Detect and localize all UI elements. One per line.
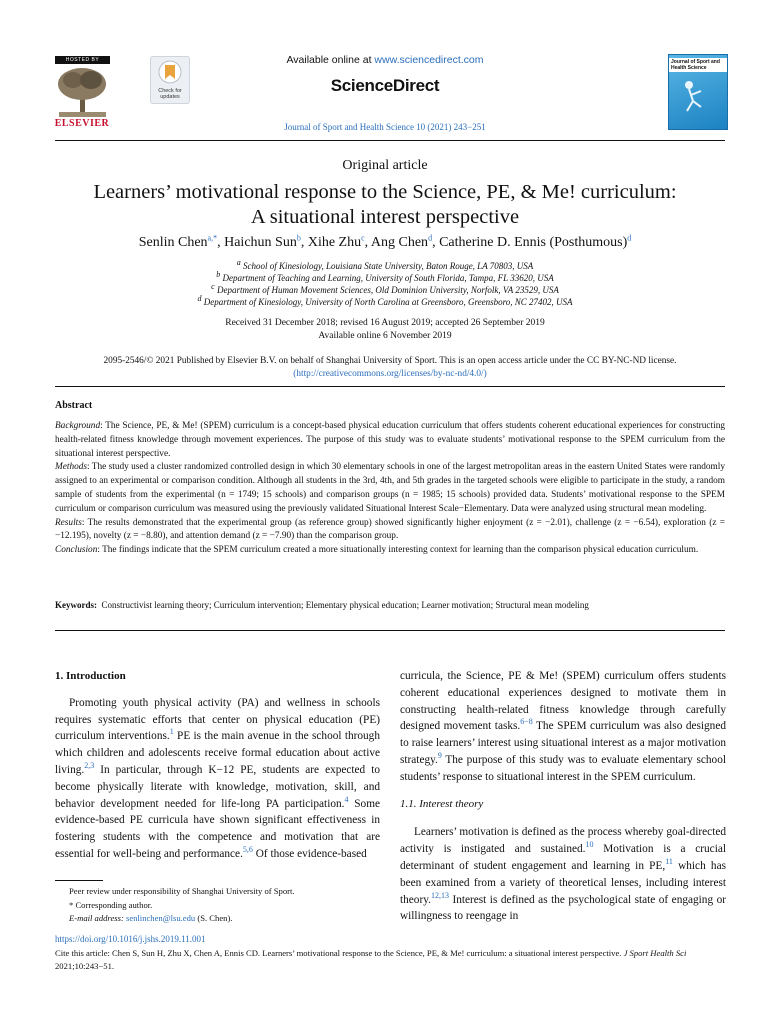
article-title xyxy=(70,180,700,230)
email-suffix: (S. Chen). xyxy=(195,913,233,923)
sciencedirect-url-link[interactable]: www.sciencedirect.com xyxy=(374,54,484,66)
sciencedirect-logo: ScienceDirect xyxy=(330,76,440,95)
license-url-link[interactable]: (http://creativecommons.org/licenses/by-nc-nd/4.0/) xyxy=(293,369,487,379)
body-paragraph xyxy=(55,695,380,863)
author-separator: , xyxy=(217,235,225,250)
email-label: E-mail address: xyxy=(69,913,126,923)
doi-link[interactable]: https://doi.org/10.1016/j.jshs.2019.11.001 xyxy=(55,934,206,944)
abstract-conclusion xyxy=(55,544,725,558)
paragraph-text: curricula, the Science, PE & Me! (SPEM) curriculum offers students coherent educational experiences designed to motivate them in constructing health-related fitness knowledge through carefully designed movement tasks. xyxy=(400,670,726,733)
keywords-text: Constructivist learning theory; Curriculum intervention; Elementary physical education; Learner motivation; Structural mean modeling xyxy=(101,600,589,610)
abstract-background xyxy=(55,420,725,461)
article-type: Original article xyxy=(342,158,428,173)
author-name[interactable]: Catherine D. Ennis (Posthumous) xyxy=(439,235,628,250)
email-link[interactable]: senlinchen@lsu.edu xyxy=(125,913,196,923)
article-title-line: Learners’ motivational response to the Science, PE, & Me! curriculum: xyxy=(93,181,677,203)
abstract-results xyxy=(55,517,725,545)
affiliation xyxy=(0,282,770,295)
reference-link[interactable]: 9 xyxy=(437,751,442,761)
left-column xyxy=(55,668,380,863)
abstract-section-text: : The Science, PE, & Me! (SPEM) curriculum is a concept-based physical education curriculum that offers students coherent educational experiences for constructing health-related fitness knowledge through movement experiences. The purpose of this study was to evaluate students’ motivational response to the SPEM curriculum from the situational interest perspective. xyxy=(55,421,725,459)
corresponding-author-note: * Corresponding author. xyxy=(69,899,153,910)
author-affiliation-mark[interactable]: b xyxy=(296,233,301,243)
paragraph-text: In particular, through K−12 PE, students are expected to become physically literate with knowledge, motivation, skill, and behavior development needed for life-long PA participation. xyxy=(55,763,380,810)
author-name[interactable]: Haichun Sun xyxy=(224,235,297,250)
footnote-divider xyxy=(55,880,103,881)
body-paragraph xyxy=(400,668,726,786)
reference-link[interactable]: 11 xyxy=(665,857,673,867)
abstract-section-label: Conclusion xyxy=(55,545,98,556)
paragraph-text: Some evidence-based PE curricula have shown significant effectiveness in fostering students with the competence and motivation that are essential for well-being and performance. xyxy=(55,797,380,860)
paragraph-text: Learners’ motivation is defined as the process whereby goal-directed activity is instigated and sustained. xyxy=(400,826,726,856)
abstract-section-text: : The findings indicate that the SPEM curriculum created a more situationally interesting context for learning than the comparison physical education curriculum. xyxy=(97,545,699,556)
affiliation-mark: a xyxy=(236,258,241,267)
available-online-line xyxy=(0,54,770,66)
paragraph-text: PE is the main avenue in the school through which children and adolescents receive formal education about active living. xyxy=(55,730,380,776)
abstract-body xyxy=(55,420,725,558)
check-updates-label: Check for updates xyxy=(158,88,182,100)
right-column xyxy=(400,668,726,925)
paragraph-text: The purpose of this study was to evaluate elementary school students’ response to situational interest in the SPEM curriculum. xyxy=(400,753,726,783)
paragraph-text: Motivation is a crucial determinant of student engagement and learning in PE, xyxy=(400,843,726,872)
affiliation xyxy=(0,294,770,307)
reference-link[interactable]: 12,13 xyxy=(430,890,449,900)
body-paragraph xyxy=(400,824,726,925)
author-affiliation-mark[interactable]: a,* xyxy=(207,233,218,243)
affiliation-mark: b xyxy=(216,270,221,279)
author-affiliation-mark[interactable]: d xyxy=(428,233,433,243)
cover-runner-icon xyxy=(669,67,727,127)
citation-body: Cite this article: Chen S, Sun H, Zhu X, Chen A, Ennis CD. Learners’ motivational response to the Science, PE, & Me! curriculum: a situational interest perspective. xyxy=(55,948,624,958)
abstract-section-text: : The study used a cluster randomized controlled design in which 30 elementary schools in one of the largest metropolitan areas in the eastern United States were randomly assigned to an experimental or comparison condition. Although all students in the 3rd, 4th, and 5th grades in the targeted schools were eligible to participate in the study, a random sample of students from the experimental (n = 1749; 15 schools) and comparison groups (n = 1985; 15 schools) provided data. Students’ motivational response to the SPEM curriculum or comparison curriculum was measured using the previously validated Situational Interest Scale−Elementary. Data were analyzed using structural mean modeling. xyxy=(55,462,725,514)
keywords xyxy=(55,600,725,610)
abstract-top-divider xyxy=(55,386,725,387)
author-separator: , xyxy=(432,235,440,250)
abstract-section-label: Background xyxy=(55,421,101,431)
reference-link[interactable]: 10 xyxy=(585,840,594,850)
reference-link[interactable]: 1 xyxy=(169,727,174,737)
license-notice xyxy=(55,355,725,381)
affiliation-text: Department of Human Movement Sciences, Old Dominion University, Norfolk, VA 23529, USA xyxy=(216,285,559,295)
available-online-prefix: Available online at xyxy=(286,54,375,66)
abstract-section-label: Methods xyxy=(55,462,88,473)
abstract-section-label: Results xyxy=(55,517,82,528)
citation-text xyxy=(55,947,730,973)
author-affiliation-mark[interactable]: c xyxy=(361,233,365,243)
author-separator: , xyxy=(364,235,371,250)
author-name[interactable]: Ang Chen xyxy=(370,235,429,250)
citation-journal: J Sport Health Sci xyxy=(623,948,687,958)
paragraph-text: which has been examined from a variety of theoretical lenses, including interest theory. xyxy=(400,859,726,906)
hosted-by-label: HOSTED BY xyxy=(55,56,110,64)
journal-cover-image[interactable] xyxy=(668,54,728,130)
peer-review-note: Peer review under responsibility of Shanghai University of Sport. xyxy=(69,886,295,896)
elsevier-logo: ELSEVIER xyxy=(54,118,110,129)
abstract-methods xyxy=(55,461,725,516)
license-text: 2095-2546/© 2021 Published by Elsevier B.V. on behalf of Shanghai University of Sport. This is an open access article under the CC BY-NC-ND license. xyxy=(103,356,677,366)
article-title-line: A situational interest perspective xyxy=(250,206,520,228)
affiliation-mark: d xyxy=(197,294,202,303)
email-note xyxy=(55,912,380,926)
journal-reference-link[interactable]: Journal of Sport and Health Science 10 (2021) 243−251 xyxy=(284,122,486,132)
author-affiliation-mark[interactable]: d xyxy=(627,233,632,243)
footnotes xyxy=(55,885,380,926)
citation-suffix: 2021;10:243−51. xyxy=(55,961,115,971)
author-name[interactable]: Senlin Chen xyxy=(138,235,208,250)
paragraph-text: Interest is defined as the psychological state of engaging or willingness to reengage in xyxy=(400,893,726,923)
paragraph-text: The SPEM curriculum was also designed to raise learners’ interest using situational interest as a major motivation strategy. xyxy=(400,720,726,766)
cover-title: Journal of Sport and Health Science xyxy=(669,58,727,72)
author-list xyxy=(0,235,770,251)
subsection-heading-interest-theory: 1.1. Interest theory xyxy=(400,797,484,810)
reference-link[interactable]: 2,3 xyxy=(84,761,95,771)
affiliation-mark: c xyxy=(211,282,215,291)
received-dates: Received 31 December 2018; revised 16 August 2019; accepted 26 September 2019 xyxy=(225,318,545,328)
affiliation-text: Department of Teaching and Learning, University of South Florida, Tampa, FL 33620, USA xyxy=(222,273,554,283)
author-name[interactable]: Xihe Zhu xyxy=(307,235,362,250)
paragraph-text: Promoting youth physical activity (PA) and wellness in schools requires systematic efforts that center on physical education (PE) curriculum interventions. xyxy=(55,696,380,743)
affiliation xyxy=(0,258,770,271)
affiliation-text: School of Kinesiology, Louisiana State University, Baton Rouge, LA 70803, USA xyxy=(242,261,534,271)
available-online-date: Available online 6 November 2019 xyxy=(318,331,452,341)
reference-link[interactable]: 5,6 xyxy=(242,845,253,855)
abstract-heading: Abstract xyxy=(55,400,93,411)
author-separator: , xyxy=(300,235,308,250)
abstract-section-text: : The results demonstrated that the experimental group (as reference group) showed significantly higher enjoyment (z = −2.01), challenge (z = −6.54), exploration (z = −12.195), novelty (z = −8.80), and attention demand (z = −7.90) than the comparison group. xyxy=(55,517,725,542)
header-divider xyxy=(55,140,725,141)
reference-link[interactable]: 4 xyxy=(344,794,349,804)
paragraph-text: Of those evidence-based xyxy=(252,847,367,860)
affiliation-text: Department of Kinesiology, University of North Carolina at Greensboro, Greensboro, NC 27402, USA xyxy=(203,297,573,307)
keywords-label: Keywords: xyxy=(55,600,97,610)
reference-link[interactable]: 6−8 xyxy=(520,717,533,727)
section-heading-introduction: 1. Introduction xyxy=(55,670,126,682)
abstract-bottom-divider xyxy=(55,630,725,631)
affiliation xyxy=(0,270,770,283)
